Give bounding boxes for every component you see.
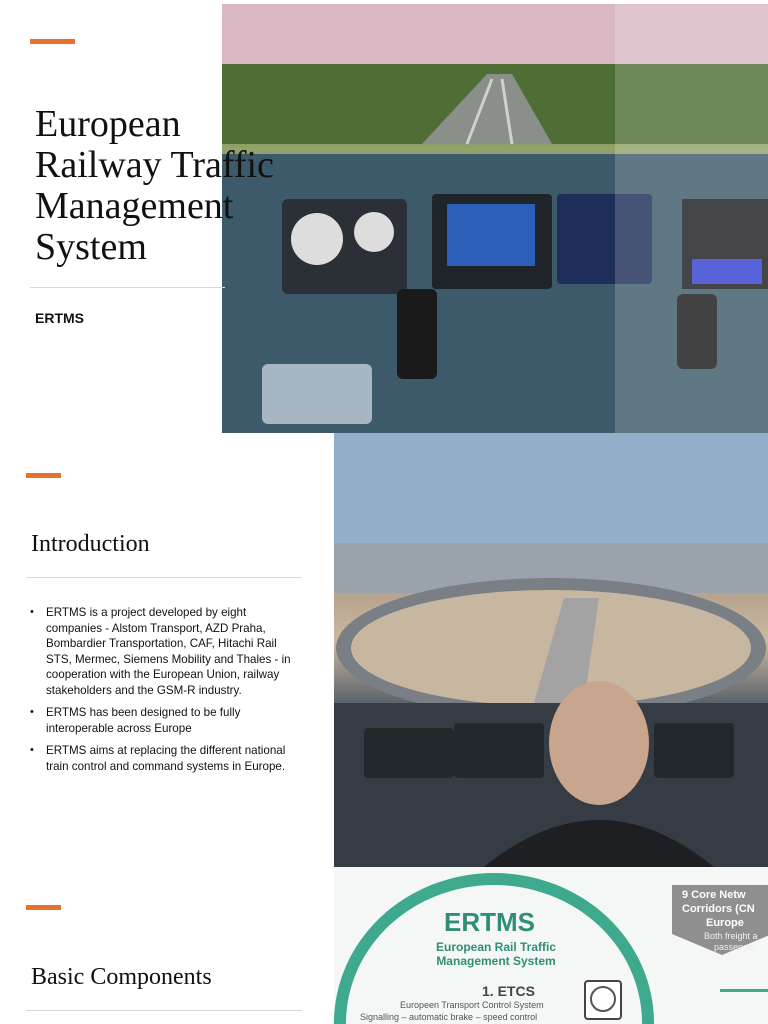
train-cab-illustration (222, 4, 768, 433)
introduction-slide (0, 433, 768, 867)
section-heading: Introduction (31, 531, 150, 557)
train-driver-illustration (334, 433, 768, 867)
ertms-label: ERTMS (444, 907, 535, 937)
train-driver-photo (334, 433, 768, 867)
train-cab-photo (222, 4, 768, 433)
etcs-description: Europeen Transport Control System (400, 1000, 544, 1010)
bullet-item: • ERTMS has been designed to be fully interoperable across Europe (30, 705, 302, 736)
network-line-icon (720, 989, 768, 992)
accent-bar (26, 473, 61, 478)
banner-text: Corridors (CN (682, 903, 755, 915)
etcs-heading: 1. ETCS (482, 983, 535, 999)
section-heading: Basic Components (31, 964, 212, 990)
divider (26, 577, 302, 578)
divider (26, 1010, 302, 1011)
bullet-item: • ERTMS aims at replacing the different national train control and command systems in Europe. (30, 743, 302, 774)
bullet-item: • ERTMS is a project developed by eight companies - Alstom Transport, AZD Praha, Bombardier Transportation, CAF, Hitachi Rail STS, Mermec, Siemens Mobility and Thales - in cooperation with the European Union, railway stakeholders and the GSM-R industry. (30, 605, 302, 698)
speedometer-icon (584, 980, 622, 1020)
slide-subtitle: ERTMS (35, 310, 84, 326)
etcs-functions: Signalling – automatic brake – speed control (360, 1012, 538, 1022)
banner-text: Europe (706, 917, 744, 929)
accent-bar (26, 905, 61, 910)
accent-bar (30, 39, 75, 44)
divider (30, 287, 225, 288)
ertms-infographic (334, 867, 768, 1024)
bullet-list (30, 605, 302, 781)
title-slide (0, 0, 768, 433)
banner-text: passenger (714, 942, 757, 952)
banner-text: 9 Core Netw (682, 889, 746, 901)
banner-text: Both freight a (704, 931, 758, 941)
ertms-full-name: European Rail Traffic Management System (435, 940, 557, 968)
basic-components-slide (0, 867, 768, 1024)
slide-title: European Railway Traffic Management System (35, 103, 274, 268)
